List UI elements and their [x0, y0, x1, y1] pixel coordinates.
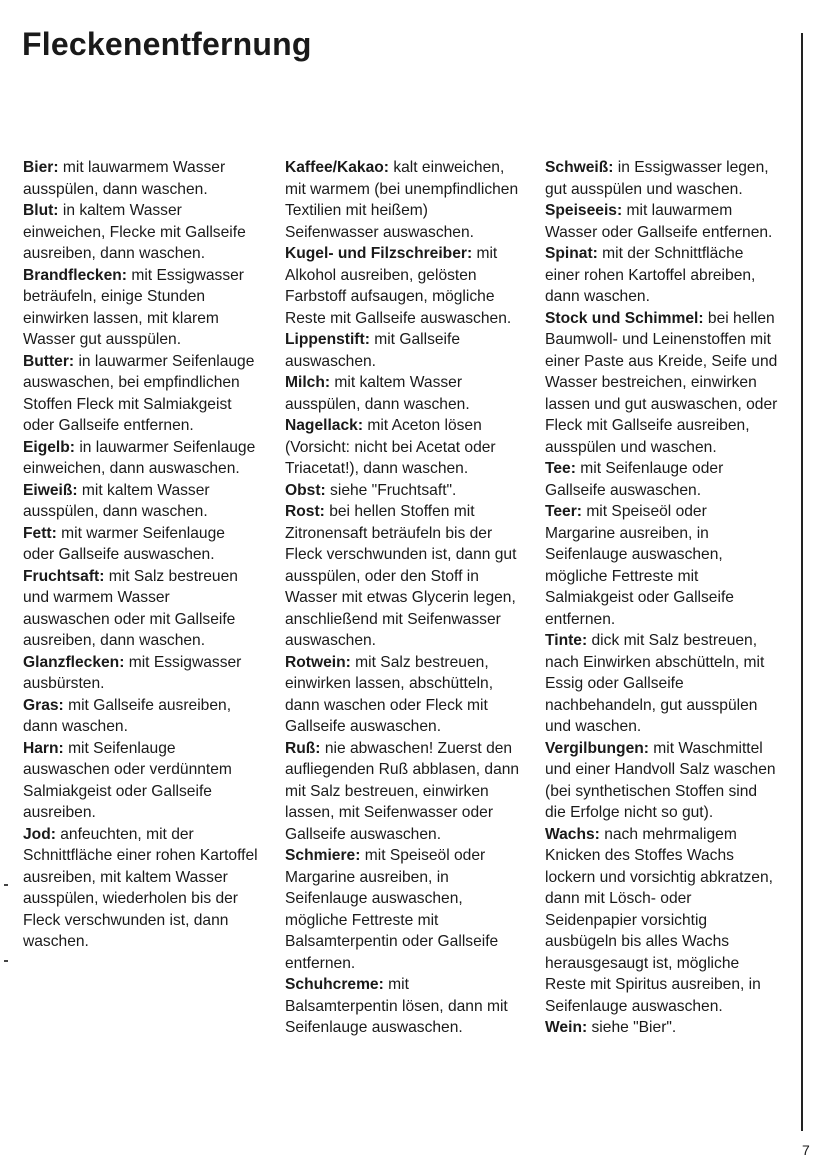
stain-entry [545, 501, 781, 630]
stain-entry [23, 738, 259, 824]
stain-instructions: mit Salz bestreuen, einwirken lassen, abschütteln, dann waschen oder Fleck mit Gallseife auswaschen. [285, 653, 494, 735]
stain-term: Brandflecken: [23, 266, 127, 284]
column-2 [285, 157, 521, 1039]
stain-entry [285, 738, 521, 846]
stain-term: Lippenstift: [285, 331, 370, 348]
stain-instructions: in Essigwasser legen, gut ausspülen und waschen. [545, 159, 769, 198]
stain-entry [545, 157, 781, 200]
stain-term: Eigelb: [23, 438, 75, 456]
stain-term: Rost: [285, 503, 325, 520]
stain-instructions: nach mehrmaligem Knicken des Stoffes Wachs lockern und vorsichtig abkratzen, dann mit Lösch- oder Seidenpapier vorsichtig ausbügeln bis alles Wachs herausgesaugt ist, mögliche Reste mit Spiritus ausreiben, in Seifenlauge auswaschen. [545, 825, 773, 1015]
stain-term: Schmiere: [285, 847, 361, 864]
stain-instructions: mit Aceton lösen (Vorsicht: nicht bei Acetat oder Triacetat!), dann waschen. [285, 417, 496, 477]
stain-entry [23, 351, 259, 437]
stain-instructions: mit der Schnittfläche einer rohen Kartoffel abreiben, dann waschen. [545, 245, 756, 305]
stain-term: Eiweiß: [23, 481, 78, 499]
stain-term: Stock und Schimmel: [545, 309, 704, 327]
stain-entry [23, 824, 259, 953]
stain-instructions: siehe "Fruchtsaft". [325, 481, 457, 499]
stain-term: Gras: [23, 696, 64, 714]
stain-instructions: mit lauwarmem Wasser oder Gallseife entfernen. [545, 202, 773, 241]
stain-entry [23, 480, 259, 523]
stain-entry [23, 265, 259, 351]
stain-entry [545, 824, 781, 1018]
stain-entry [285, 157, 521, 243]
stain-instructions: mit Seifenlauge oder Gallseife auswaschen. [545, 460, 724, 499]
stain-entry [23, 695, 259, 738]
stain-term: Nagellack: [285, 417, 364, 434]
stain-instructions: siehe "Bier". [587, 1019, 677, 1036]
stain-instructions: mit Speiseöl oder Margarine ausreiben, in Seifenlauge auswaschen, mögliche Fettreste mit Balsamterpentin oder Gallseife entfernen. [285, 847, 499, 972]
stain-entry [285, 243, 521, 329]
stain-term: Teer: [545, 503, 582, 520]
stain-term: Fruchtsaft: [23, 567, 105, 585]
stain-term: Jod: [23, 825, 56, 843]
stain-term: Wein: [545, 1019, 588, 1036]
stain-term: Schuhcreme: [285, 976, 384, 993]
stain-term: Spinat: [545, 245, 598, 262]
stain-instructions: mit Speiseöl oder Margarine ausreiben, in Seifenlauge auswaschen, mögliche Fettreste mit Salmiakgeist oder Gallseife entfernen. [545, 503, 734, 628]
stain-entry [545, 630, 781, 738]
stain-instructions: dick mit Salz bestreuen, nach Einwirken abschütteln, mit Essig oder Gallseife nachbehandeln, gut ausspülen und waschen. [545, 632, 765, 735]
stain-entry [23, 652, 259, 695]
stain-instructions: mit Salz bestreuen und warmem Wasser auswaschen oder mit Gallseife ausreiben, dann waschen. [23, 567, 238, 649]
stain-instructions: mit lauwarmem Wasser ausspülen, dann waschen. [23, 159, 226, 198]
stain-term: Tee: [545, 460, 576, 477]
stain-instructions: in lauwarmer Seifenlauge einweichen, dann auswaschen. [23, 438, 256, 477]
stain-entry [285, 974, 521, 1039]
stain-entry [545, 200, 781, 243]
stain-entry [23, 200, 259, 265]
stain-entry [285, 480, 521, 502]
stain-entry [23, 157, 259, 200]
stain-entry [23, 566, 259, 652]
margin-mark [4, 884, 8, 886]
stain-term: Ruß: [285, 739, 321, 757]
stain-entry [545, 1017, 781, 1039]
stain-term: Tinte: [545, 632, 588, 649]
stain-entry [545, 308, 781, 459]
stain-instructions: bei hellen Baumwoll- und Leinenstoffen mit einer Paste aus Kreide, Seife und Wasser bestreichen, einwirken lassen und gut auswaschen, oder Fleck mit Gallseife ausreiben, ausspülen und waschen. [545, 309, 778, 456]
column-1 [23, 157, 259, 953]
stain-term: Vergilbungen: [545, 739, 649, 757]
stain-instructions: mit Essigwasser beträufeln, einige Stunden einwirken lassen, mit klarem Wasser gut ausspülen. [23, 266, 244, 348]
stain-instructions: mit Gallseife ausreiben, dann waschen. [23, 696, 232, 735]
stain-term: Kaffee/Kakao: [285, 159, 389, 176]
stain-entry [285, 845, 521, 974]
stain-term: Speiseeis: [545, 202, 623, 219]
page-number: 7 [802, 1142, 810, 1158]
stain-instructions: mit Alkohol ausreiben, gelösten Farbstoff aufsaugen, mögliche Reste mit Gallseife auswaschen. [285, 245, 512, 327]
stain-instructions: mit Essigwasser ausbürsten. [23, 653, 242, 692]
stain-term: Blut: [23, 202, 59, 219]
stain-entry [285, 415, 521, 480]
stain-term: Obst: [285, 481, 326, 499]
stain-instructions: mit Waschmittel und einer Handvoll Salz waschen (bei synthetischen Stoffen sind die Erfolge nicht so gut). [545, 739, 776, 821]
column-3 [545, 157, 781, 1039]
stain-instructions: anfeuchten, mit der Schnittfläche einer rohen Kartoffel ausreiben, mit kaltem Wasser ausspülen, wiederholen bis der Fleck verschwunden ist, dann waschen. [23, 825, 258, 950]
margin-rule [801, 33, 803, 1131]
stain-instructions: bei hellen Stoffen mit Zitronensaft beträufeln bis der Fleck verschwunden ist, dann gut ausspülen, oder den Stoff in Wasser mit etwas Glycerin legen, anschließend mit Seifenwasser auswaschen. [285, 503, 517, 649]
stain-instructions: in lauwarmer Seifenlauge auswaschen, bei empfindlichen Stoffen Fleck mit Salmiakgeist oder Gallseife entfernen. [23, 352, 255, 434]
stain-entry [285, 652, 521, 738]
stain-term: Milch: [285, 374, 331, 391]
stain-entry [545, 738, 781, 824]
margin-mark [4, 960, 8, 962]
stain-instructions: in kaltem Wasser einweichen, Flecke mit Gallseife ausreiben, dann waschen. [23, 202, 246, 262]
stain-instructions: mit kaltem Wasser ausspülen, dann waschen. [285, 374, 470, 413]
stain-entry [285, 329, 521, 372]
stain-term: Wachs: [545, 825, 600, 843]
stain-term: Butter: [23, 352, 75, 370]
stain-instructions: kalt einweichen, mit warmem (bei unempfindlichen Textilien mit heißem) Seifenwasser auswaschen. [285, 159, 519, 241]
stain-entry [545, 458, 781, 501]
stain-term: Harn: [23, 739, 64, 757]
stain-instructions: mit Balsamterpentin lösen, dann mit Seifenlauge auswaschen. [285, 976, 508, 1036]
page-title: Fleckenentfernung [22, 26, 312, 62]
stain-term: Kugel- und Filzschreiber: [285, 245, 473, 262]
stain-instructions: mit Seifenlauge auswaschen oder verdünntem Salmiakgeist oder Gallseife ausreiben. [23, 739, 232, 821]
stain-instructions: mit warmer Seifenlauge oder Gallseife auswaschen. [23, 524, 225, 563]
stain-instructions: mit kaltem Wasser ausspülen, dann waschen. [23, 481, 210, 520]
stain-term: Schweiß: [545, 159, 614, 176]
stain-term: Rotwein: [285, 653, 351, 671]
stain-entry [23, 523, 259, 566]
stain-entry [285, 501, 521, 652]
stain-entry [285, 372, 521, 415]
stain-instructions: nie abwaschen! Zuerst den aufliegenden Ruß abblasen, dann mit Salz bestreuen, einwirken lassen, mit Seifenwasser oder Gallseife auswaschen. [285, 739, 520, 843]
stain-entry [23, 437, 259, 480]
stain-term: Bier: [23, 159, 59, 176]
stain-instructions: mit Gallseife auswaschen. [285, 331, 461, 370]
stain-entry [545, 243, 781, 308]
stain-term: Fett: [23, 524, 57, 542]
stain-term: Glanzflecken: [23, 653, 125, 671]
